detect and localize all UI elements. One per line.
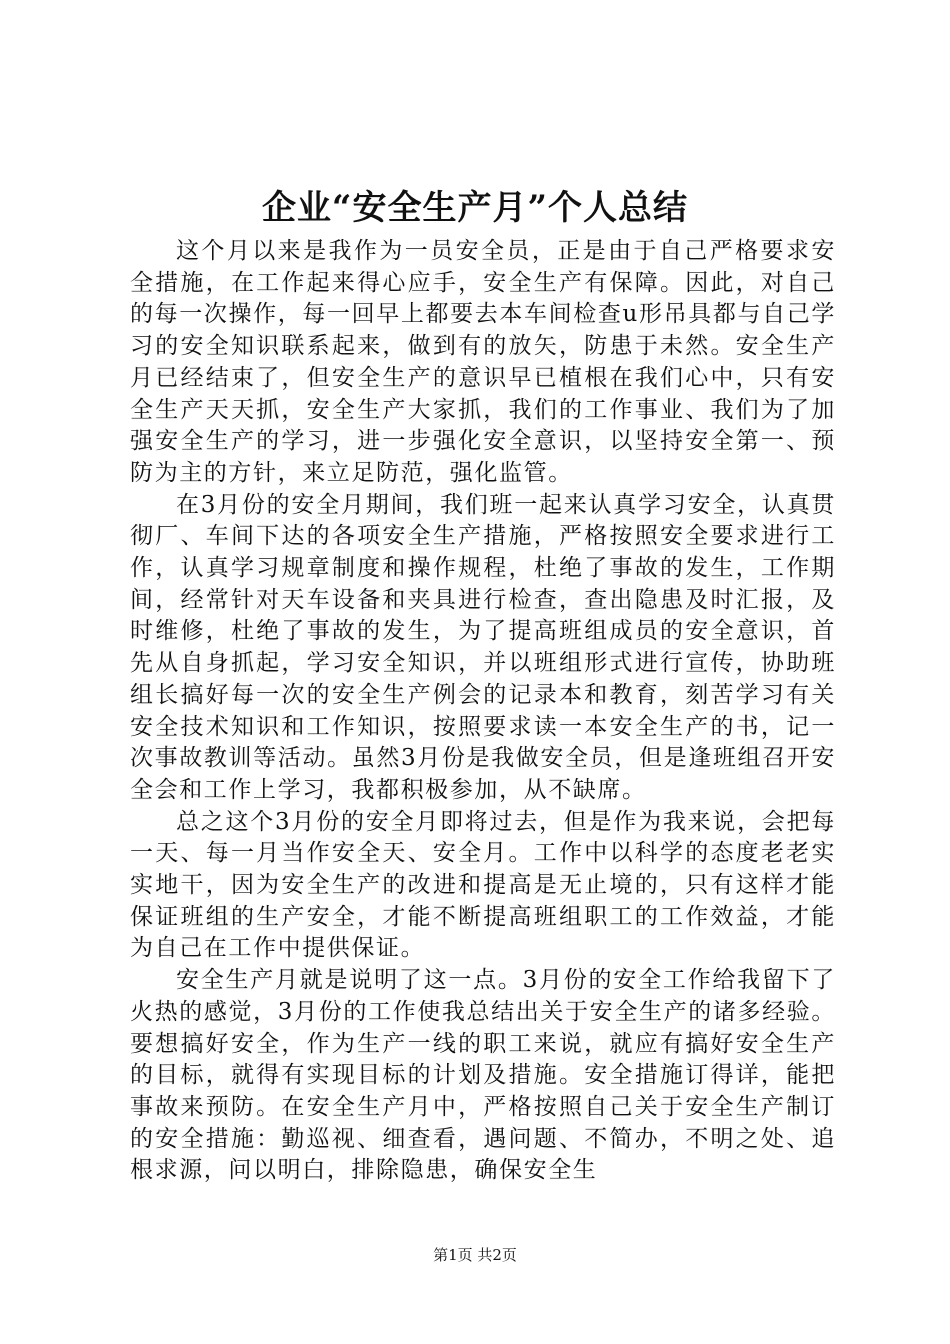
paragraph-2: 在3月份的安全月期间，我们班一起来认真学习安全，认真贯彻厂、车间下达的各项安全生产措施，严格按照安全要求进行工作，认真学习规章制度和操作规程，杜绝了事故的发生，工作期间，经常针对天车设备和夹具进行检查，查出隐患及时汇报，及时维修，杜绝了事故的发生，为了提高班组成员的安全意识，首先从自身抓起，学习安全知识，并以班组形式进行宣传，协助班组长搞好每一次的安全生产例会的记录本和教育，刻苦学习有关安全技术知识和工作知识，按照要求读一本安全生产的书，记一次事故教训等活动。虽然3月份是我做安全员，但是逢班组召开安全会和工作上学习，我都积极参加，从不缺席。: [130, 491, 836, 803]
document-body: [130, 236, 836, 1187]
paragraph-3: 总之这个3月份的安全月即将过去，但是作为我来说，会把每一天、每一月当作安全天、安全月。工作中以科学的态度老老实实地干，因为安全生产的改进和提高是无止境的，只有这样才能保证班组的生产安全，才能不断提高班组职工的工作效益，才能为自己在工作中提供保证。: [130, 808, 836, 962]
paragraph-1: 这个月以来是我作为一员安全员，正是由于自己严格要求安全措施，在工作起来得心应手，安全生产有保障。因此，对自己的每一次操作，每一回早上都要去本车间检查u形吊具都与自己学习的安全知识联系起来，做到有的放矢，防患于未然。安全生产月已经结束了，但安全生产的意识早已植根在我们心中，只有安全生产天天抓，安全生产大家抓，我们的工作事业、我们为了加强安全生产的学习，进一步强化安全意识，以坚持安全第一、预防为主的方针，来立足防范，强化监管。: [130, 238, 836, 486]
document-title: 企业“安全生产月”个人总结: [261, 188, 689, 228]
page-footer: 第1页 共2页: [433, 1246, 517, 1264]
paragraph-4: 安全生产月就是说明了这一点。3月份的安全工作给我留下了火热的感觉，3月份的工作使我总结出关于安全生产的诸多经验。要想搞好安全，作为生产一线的职工来说，就应有搞好安全生产的目标，就得有实现目标的计划及措施。安全措施订得详，能把事故来预防。在安全生产月中，严格按照自己关于安全生产制订的安全措施：勤巡视、细查看，遇问题、不简办，不明之处、追根求源，问以明白，排除隐患，确保安全生: [130, 967, 836, 1184]
